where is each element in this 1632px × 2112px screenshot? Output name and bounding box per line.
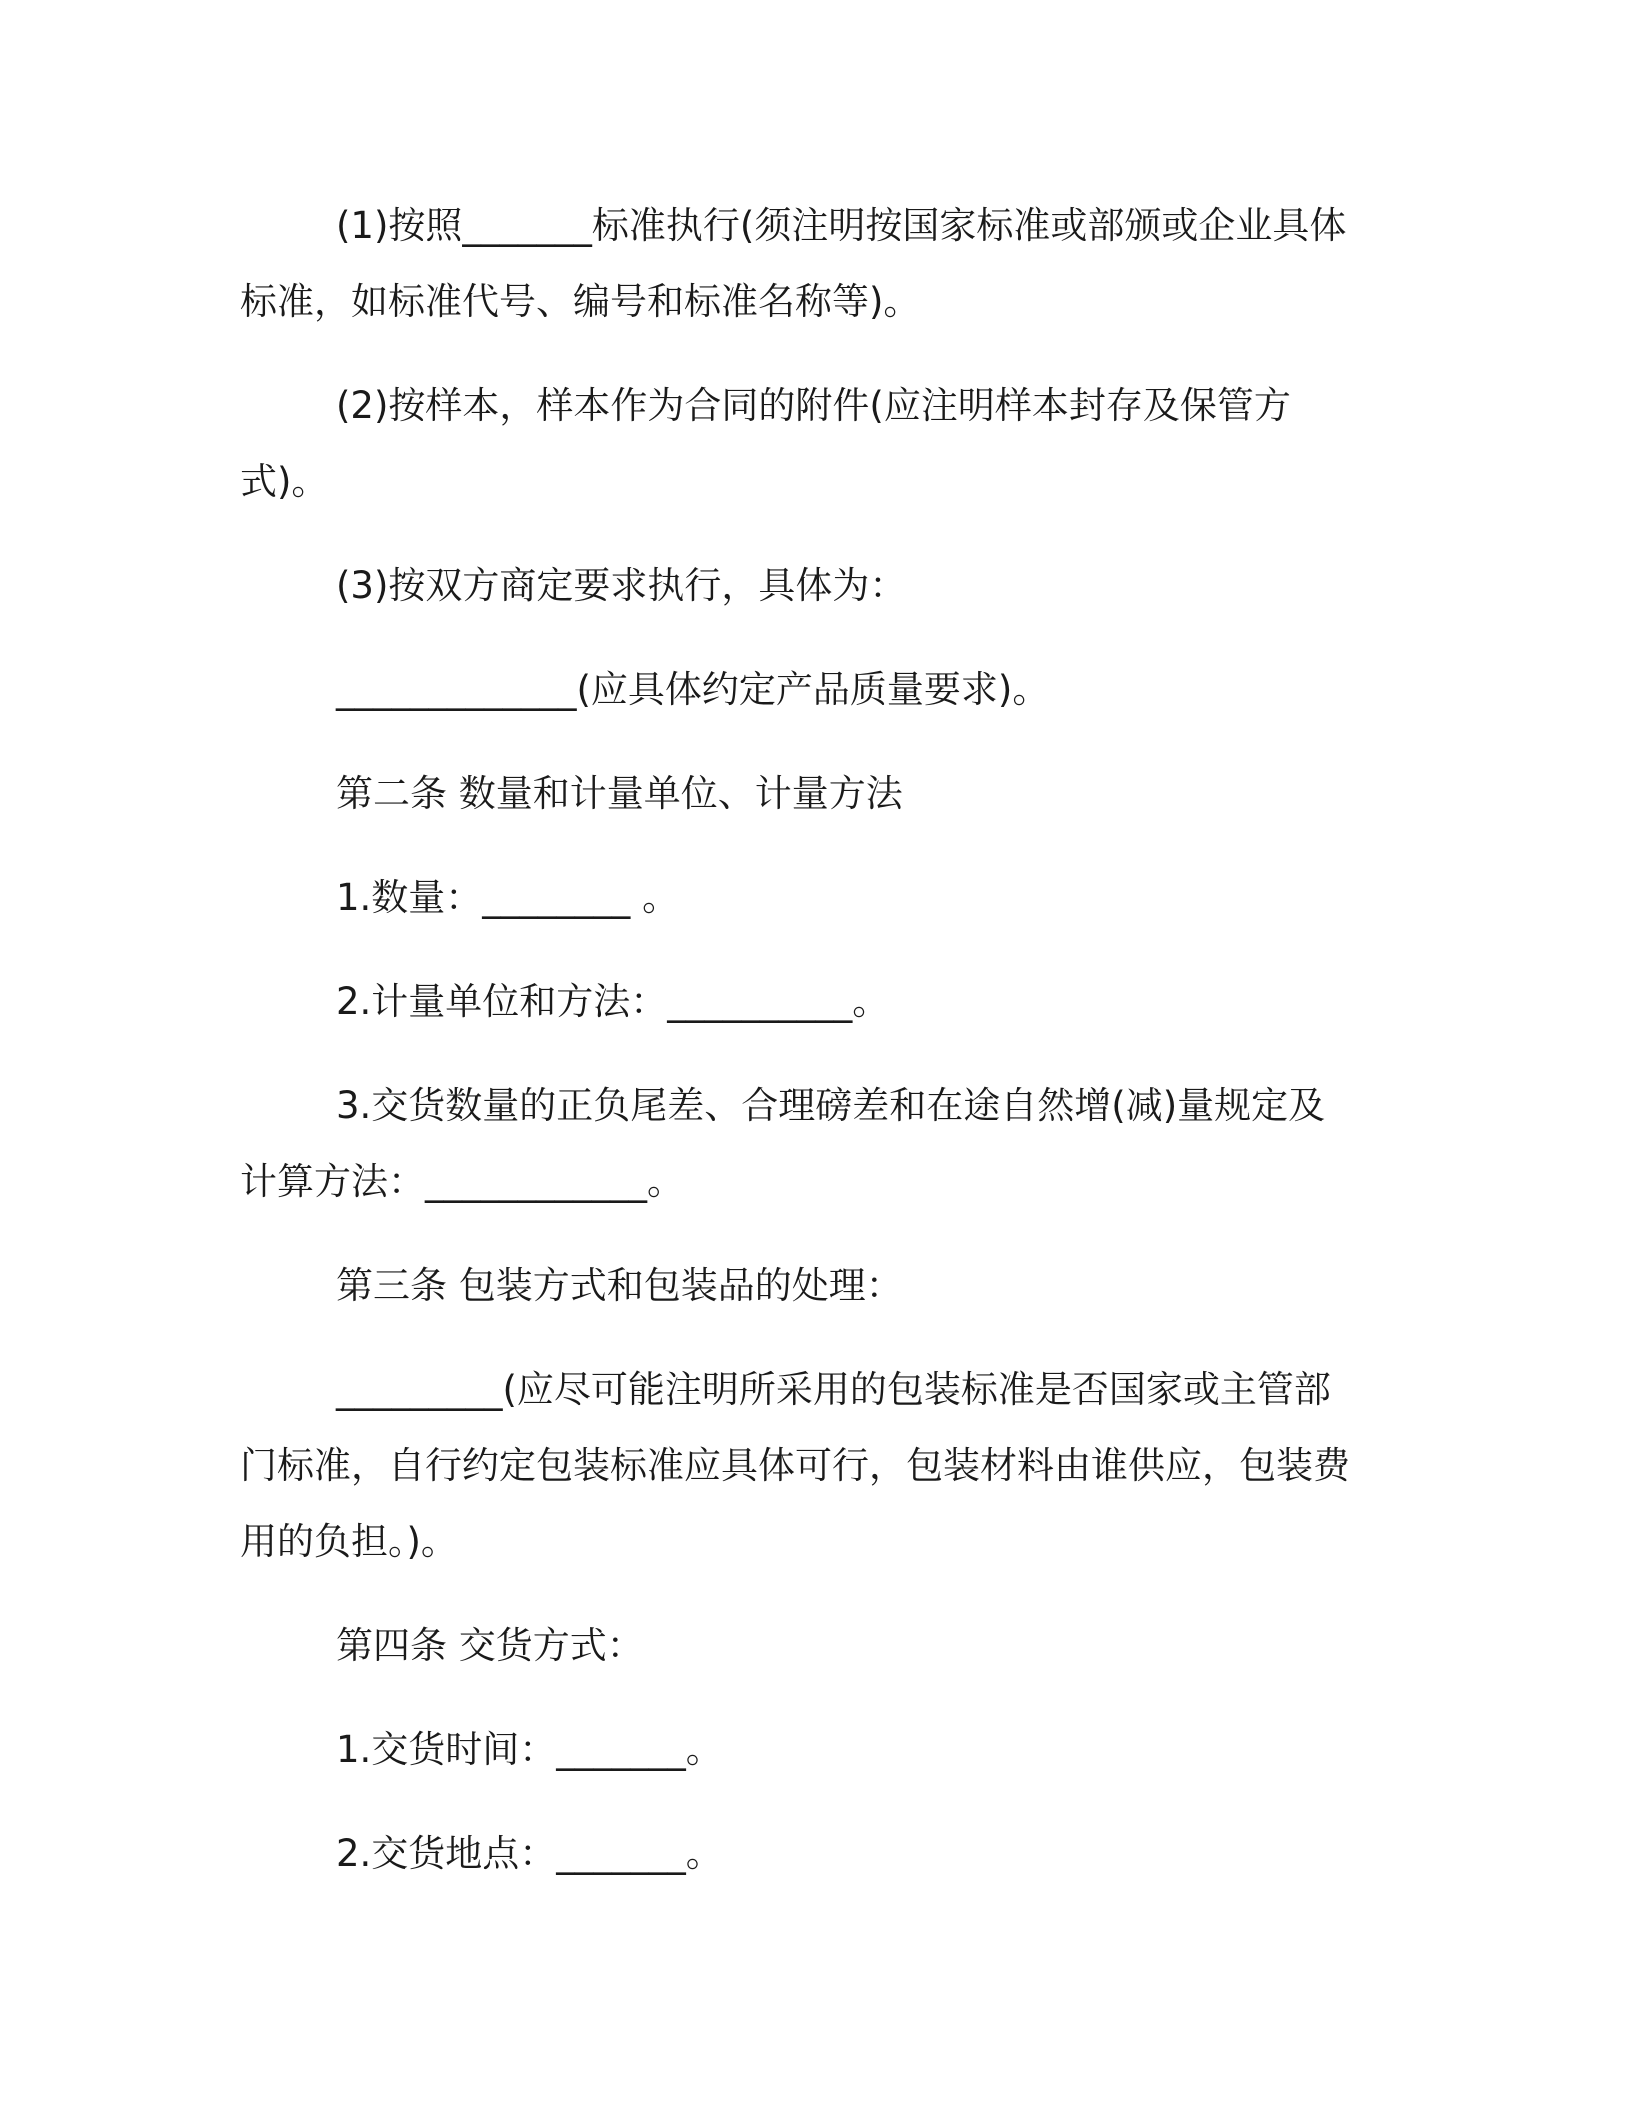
paragraph-delivery-time: 1.交货时间：_______。 <box>336 1728 723 1771</box>
paragraph-quantity: 1.数量：________ 。 <box>336 876 680 919</box>
paragraph-measurement-unit: 2.计量单位和方法：__________。 <box>336 980 890 1023</box>
article-4-heading: 第四条 交货方式： <box>336 1624 644 1667</box>
paragraph-delivery-place: 2.交货地点：_______。 <box>336 1832 723 1875</box>
paragraph-packaging: _________(应尽可能注明所采用的包装标准是否国家或主管部门标准，自行约定包装标准应具体可行，包装材料由谁供应，包装费用的负担。)。 <box>240 1368 1350 1563</box>
paragraph-quantity-tolerance: 3.交货数量的正负尾差、合理磅差和在途自然增(减)量规定及计算方法：____________。 <box>240 1084 1326 1203</box>
article-2-heading: 第二条 数量和计量单位、计量方法 <box>336 772 903 815</box>
paragraph-quality-sample: (2)按样本，样本作为合同的附件(应注明样本封存及保管方式)。 <box>240 384 1291 503</box>
article-3-heading: 第三条 包装方式和包装品的处理： <box>336 1264 903 1307</box>
paragraph-quality-requirements: _____________(应具体约定产品质量要求)。 <box>336 668 1050 711</box>
paragraph-quality-agreed: (3)按双方商定要求执行，具体为： <box>336 564 907 607</box>
document-body <box>240 188 1355 1892</box>
paragraph-quality-standard: (1)按照_______标准执行(须注明按国家标准或部颁或企业具体标准，如标准代号、编号和标准名称等)。 <box>240 204 1347 323</box>
